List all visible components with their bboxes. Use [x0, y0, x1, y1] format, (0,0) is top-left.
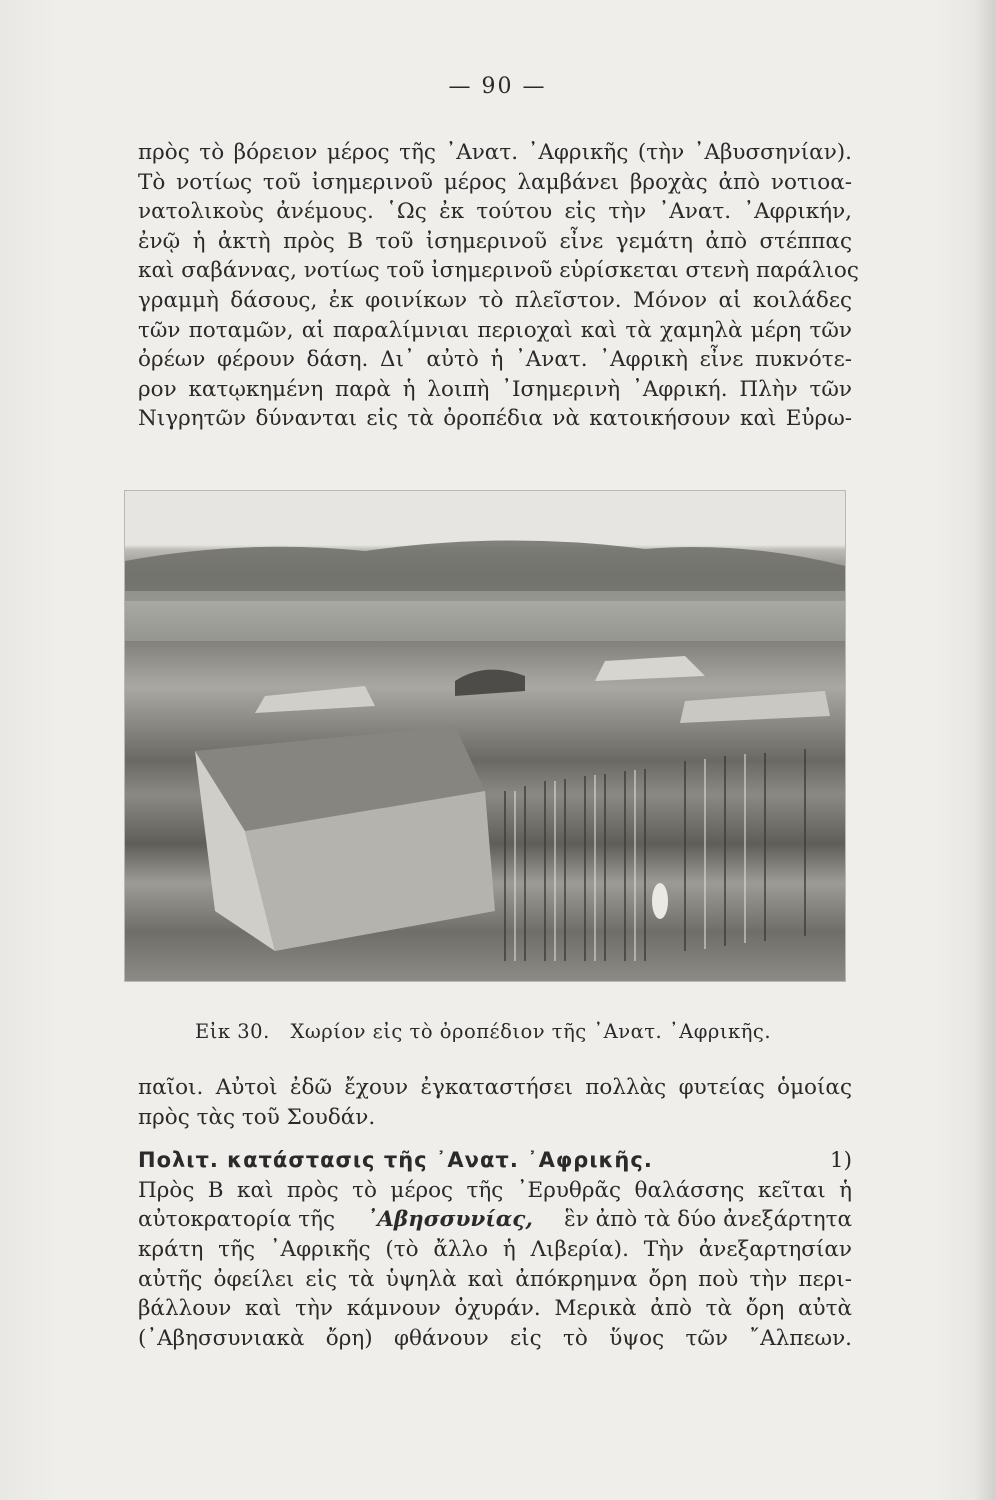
text-line: (᾿Αβησσυνιακὰ ὄρη) φθάνουν εἰς τὸ ὕψος τῶν ῎Αλπεων.	[138, 1325, 852, 1351]
text-line: γραμμὴ δάσους, ἐκ φοινίκων τὸ πλεῖστον. Μόνον αἱ κοιλάδες	[138, 287, 852, 313]
text-line: πρὸς τὸ βόρειον μέρος τῆς ᾿Ανατ. ᾿Αφρικῆς (τὴν ᾿Αβυσσηνίαν).	[138, 140, 852, 165]
text-line: νατολικοὺς ἀνέμους. ῾Ως ἐκ τούτου εἰς τὴν ᾿Ανατ. ᾿Αφρικήν,	[138, 199, 852, 225]
text-line: αὐτῆς ὀφείλει εἰς τὰ ὑψηλὰ καὶ ἀπόκρημνα ὄρη ποὺ τὴν περι-	[138, 1266, 852, 1292]
text-line: καὶ σαβάννας, νοτίως τοῦ ἰσημερινοῦ εὑρίσκεται στενὴ παράλιος	[138, 258, 859, 284]
text-line: βάλλουν καὶ τὴν κάμνουν ὀχυράν. Μερικὰ ἀπὸ τὰ ὄρη αὐτὰ	[138, 1296, 852, 1322]
village-photograph	[124, 490, 846, 982]
text-line: ἐνῷ ἡ ἀκτὴ πρὸς Β τοῦ ἰσημερινοῦ εἶνε γεμάτη ἀπὸ στέππας	[138, 228, 852, 254]
text-line-with-italic	[138, 1205, 852, 1235]
section-footnote-marker: 1)	[829, 1148, 852, 1174]
text-line: ρον κατῳκημένη παρὰ ἡ λοιπὴ ᾿Ισημερινὴ ᾿Αφρική. Πλὴν τῶν	[138, 376, 852, 402]
text-line: ὀρέων φέρουν δάση. Δι᾿ αὐτὸ ἡ ᾿Ανατ. ᾿Αφρικὴ εἶνε πυκνότε-	[138, 347, 852, 373]
text-fragment: αὐτοκρατορία τῆς	[138, 1207, 336, 1233]
country-name-italic: ᾿Αβησσυνίας,	[366, 1207, 533, 1233]
section-heading: Πολιτ. κατάστασις τῆς ᾿Ανατ. ᾿Αφρικῆς.	[138, 1148, 653, 1173]
text-line: Τὸ νοτίως τοῦ ἰσημερινοῦ μέρος λαμβάνει βροχὰς ἀπὸ νοτιοα-	[138, 169, 852, 195]
figure-caption	[195, 1020, 771, 1043]
text-line: τῶν ποταμῶν, αἱ παραλίμνιαι περιοχαὶ καὶ τὰ χαμηλὰ μέρη τῶν	[138, 317, 852, 343]
top-paragraph	[138, 138, 859, 434]
text-line: κράτη τῆς ᾿Αφρικῆς (τὸ ἄλλο ἡ Λιβερία). Τὴν ἀνεξαρτησίαν	[138, 1236, 852, 1262]
text-line: Νιγρητῶν δύνανται εἰς τὰ ὀροπέδια νὰ κατοικήσουν καὶ Εὐρω-	[138, 406, 852, 432]
caption-text: Χωρίον εἰς τὸ ὀροπέδιον τῆς ᾿Ανατ. ᾿Αφρικῆς.	[290, 1020, 772, 1043]
text-line: πρὸς τὰς τοῦ Σουδάν.	[138, 1104, 376, 1130]
section-heading-line	[138, 1146, 852, 1176]
page-edge-shadow	[975, 0, 995, 1500]
text-fragment: ἓν ἀπὸ τὰ δύο ἀνεξάρτητα	[564, 1207, 852, 1233]
bottom-paragraph	[138, 1073, 852, 1353]
photo-illustration	[125, 491, 845, 981]
caption-number: Εἰκ 30.	[195, 1020, 270, 1043]
text-line: Πρὸς Β καὶ πρὸς τὸ μέρος τῆς ᾿Ερυθρᾶς θαλάσσης κεῖται ἡ	[138, 1177, 852, 1203]
page-number: — 90 —	[448, 74, 547, 99]
text-line: παῖοι. Αὐτοὶ ἐδῶ ἔχουν ἐγκαταστήσει πολλὰς φυτείας ὁμοίας	[138, 1075, 852, 1100]
